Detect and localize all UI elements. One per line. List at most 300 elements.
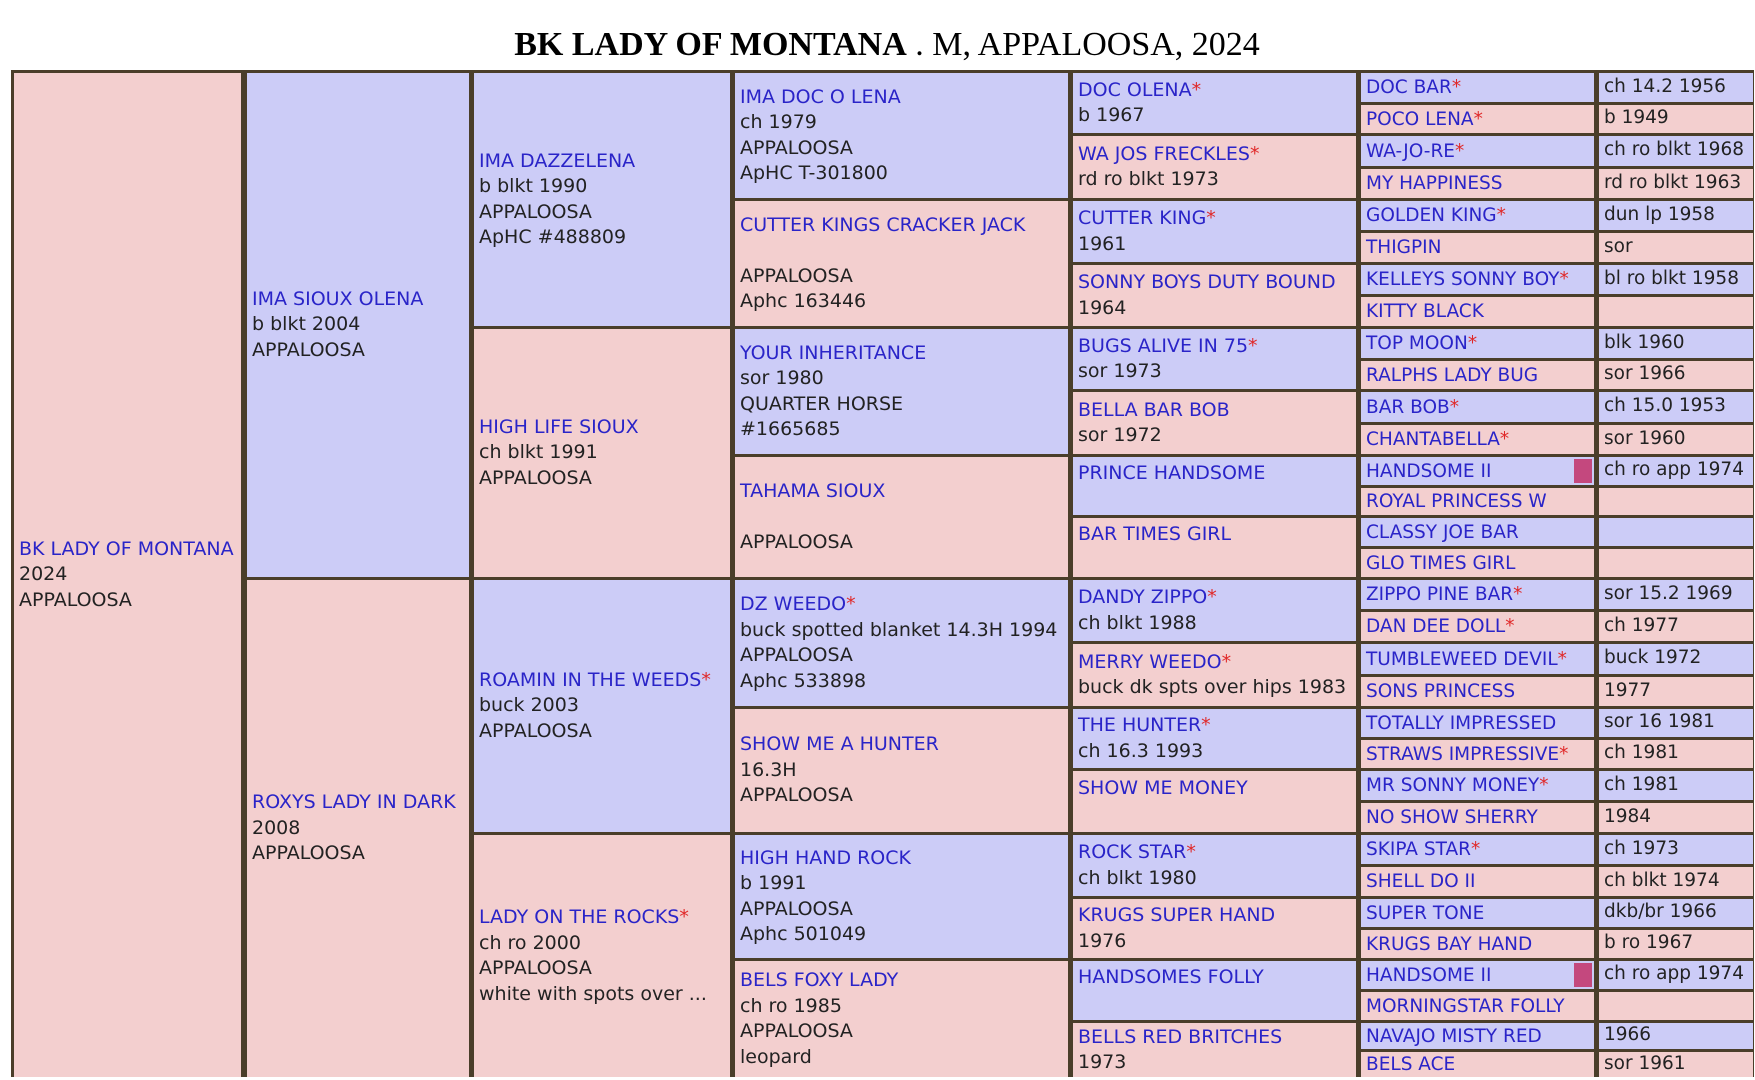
star-marker: *: [1505, 616, 1515, 637]
info-text: blk 1960: [1604, 331, 1685, 353]
horse-detail-line: b 1967: [1078, 104, 1145, 126]
horse-name-link[interactable]: DOC OLENA: [1078, 78, 1192, 101]
horse-name-link[interactable]: ZIPPO PINE BAR: [1366, 584, 1514, 605]
info-text: ch 1981: [1604, 773, 1679, 795]
horse-detail-line: ch ro 2000: [479, 931, 581, 954]
info-cell: [1599, 1023, 1753, 1049]
pedigree-cell: [1361, 392, 1594, 422]
horse-detail-line: Aphc 501049: [740, 923, 867, 945]
horse-name-row: [1366, 995, 1589, 1018]
horse-name-row: [1078, 776, 1351, 802]
horse-name-link[interactable]: POCO LENA: [1366, 108, 1474, 130]
horse-detail-line: ApHC T-301800: [740, 162, 888, 184]
horse-name-link[interactable]: GOLDEN KING: [1366, 205, 1497, 226]
horse-name-link[interactable]: IMA DAZZELENA: [479, 149, 636, 172]
info-text: ch 1981: [1604, 742, 1679, 764]
horse-name-row: [1078, 142, 1351, 168]
horse-name-link[interactable]: TAHAMA SIOUX: [740, 479, 886, 502]
horse-name-row: [1366, 396, 1589, 419]
horse-name-link[interactable]: SHELL DO II: [1366, 871, 1476, 892]
horse-name-row: [1366, 933, 1589, 956]
horse-name-row: [1366, 490, 1589, 513]
star-marker: *: [1248, 334, 1258, 357]
pedigree-cell: [1073, 73, 1356, 133]
horse-detail-line: ApHC #488809: [479, 226, 627, 248]
horse-name-row: [1366, 268, 1589, 291]
horse-name-link[interactable]: IMA SIOUX OLENA: [252, 287, 424, 310]
info-text: [1604, 550, 1748, 576]
info-cell: [1599, 580, 1753, 609]
info-text: [1604, 519, 1748, 545]
pedigree-cell: [1361, 992, 1594, 1020]
horse-name-link[interactable]: IMA DOC O LENA: [740, 85, 901, 108]
pedigree-cell: [1361, 644, 1594, 674]
info-text: rd ro blkt 1963: [1604, 171, 1742, 193]
horse-name-row: [1078, 334, 1351, 360]
pedigree-cell: [1361, 549, 1594, 577]
horse-name-link[interactable]: LADY ON THE ROCKS: [479, 906, 680, 928]
pedigree-cell: [1073, 961, 1356, 1020]
horse-name-link[interactable]: WA JOS FRECKLES: [1078, 142, 1250, 165]
star-marker: *: [1249, 142, 1260, 165]
horse-name-link[interactable]: MORNINGSTAR FOLLY: [1366, 995, 1565, 1017]
horse-detail-line: APPALOOSA: [740, 1020, 853, 1042]
pedigree-cell: [1361, 233, 1594, 262]
horse-name-link[interactable]: STRAWS IMPRESSIVE: [1366, 743, 1560, 765]
horse-name-row: [1366, 364, 1589, 387]
horse-name-row: [1366, 76, 1589, 99]
pedigree-cell: [474, 329, 730, 577]
horse-name-row: [740, 592, 1063, 618]
title-horse-name: BK LADY OF MONTANA: [514, 26, 907, 63]
horse-name-link[interactable]: SONS PRINCESS: [1366, 681, 1516, 702]
info-text: ch 1973: [1604, 837, 1679, 859]
horse-detail-line: [1078, 548, 1351, 574]
info-cell: [1599, 361, 1753, 389]
info-text: ch 14.2 1956: [1604, 75, 1726, 97]
horse-detail-line: ch blkt 1991: [479, 441, 598, 464]
horse-name-row: [1366, 1025, 1589, 1048]
horse-name-link[interactable]: CHANTABELLA: [1366, 429, 1500, 450]
horse-name-link[interactable]: DZ WEEDO: [740, 593, 847, 615]
pedigree-cell: [735, 709, 1068, 832]
pedigree-cell: [1073, 518, 1356, 577]
pedigree-cell: [247, 73, 469, 577]
horse-name-row: [1366, 870, 1589, 893]
horse-name-row: [1366, 964, 1589, 987]
pedigree-cell: [1073, 392, 1356, 454]
horse-name-link[interactable]: KRUGS SUPER HAND: [1078, 904, 1276, 926]
pedigree-cell: [1361, 803, 1594, 832]
horse-detail-line: APPALOOSA: [740, 264, 853, 287]
horse-name-row: [479, 415, 725, 441]
horse-name-row: [740, 968, 1063, 994]
star-marker: *: [1559, 743, 1569, 765]
horse-name-link[interactable]: BELLS RED BRITCHES: [1078, 1025, 1283, 1048]
horse-detail-line: [1078, 802, 1351, 828]
horse-detail-line: APPALOOSA: [740, 136, 853, 159]
pedigree-cell: [1361, 677, 1594, 706]
info-cell: [1599, 457, 1753, 485]
horse-name-link[interactable]: HIGH LIFE SIOUX: [479, 415, 639, 438]
horse-name-link[interactable]: TOP MOON: [1366, 333, 1468, 354]
horse-name-link[interactable]: BELS FOXY LADY: [740, 969, 899, 991]
pedigree-cell: [1361, 361, 1594, 389]
horse-detail-line: APPALOOSA: [252, 842, 365, 865]
pedigree-cell: [474, 835, 730, 1077]
info-cell: [1599, 992, 1753, 1020]
title-details: . M, APPALOOSA, 2024: [906, 26, 1260, 63]
horse-name-link[interactable]: CLASSY JOE BAR: [1366, 521, 1519, 543]
star-marker: *: [1467, 333, 1478, 354]
horse-name-row: [1078, 270, 1351, 296]
horse-detail-line: leopard: [740, 1045, 812, 1068]
horse-detail-line: sor 1980: [740, 367, 824, 389]
pedigree-cell: [1073, 899, 1356, 958]
horse-detail-line: 2024: [19, 563, 68, 586]
pedigree-cell: [1361, 488, 1594, 515]
star-marker: *: [1201, 714, 1211, 736]
horse-name-link[interactable]: BAR BOB: [1366, 396, 1450, 418]
info-cell: [1599, 930, 1753, 958]
horse-name-link[interactable]: CUTTER KING: [1078, 207, 1207, 229]
pedigree-cell: [1073, 136, 1356, 198]
pedigree-cell: [1073, 835, 1356, 896]
star-marker: *: [1449, 396, 1459, 418]
pedigree-cell: [735, 961, 1068, 1077]
pedigree-cell: [1073, 580, 1356, 641]
star-marker: *: [1451, 77, 1462, 98]
horse-detail-line: b 1991: [740, 872, 807, 894]
horse-name-link[interactable]: MY HAPPINESS: [1366, 173, 1503, 194]
horse-name-row: [1078, 398, 1351, 424]
horse-detail-line: ch 1979: [740, 111, 817, 133]
horse-name-link[interactable]: DAN DEE DOLL: [1366, 616, 1506, 637]
horse-name-link[interactable]: SKIPA STAR: [1366, 839, 1471, 860]
pedigree-cell: [1073, 1023, 1356, 1077]
pedigree-cell: [1073, 201, 1356, 262]
info-cell: [1599, 644, 1753, 674]
horse-detail-line: [740, 238, 1063, 264]
info-cell: [1599, 549, 1753, 577]
info-cell: [1599, 771, 1753, 800]
horse-detail-line: [1078, 486, 1351, 512]
info-cell: [1599, 803, 1753, 832]
pedigree-cell: [1361, 612, 1594, 641]
color-swatch-icon: [1574, 459, 1592, 483]
star-marker: *: [1186, 841, 1196, 863]
info-cell: [1599, 329, 1753, 358]
pedigree-cell: [735, 835, 1068, 958]
pedigree-cell: [735, 580, 1068, 706]
horse-detail-line: Aphc 533898: [740, 669, 867, 692]
info-text: sor 15.2 1969: [1604, 582, 1733, 604]
horse-name-link[interactable]: CUTTER KINGS CRACKER JACK: [740, 213, 1026, 236]
pedigree-cell: [1361, 835, 1594, 864]
info-cell: [1599, 899, 1753, 927]
pedigree-cell: [1361, 961, 1594, 989]
horse-name-row: [1366, 332, 1589, 355]
horse-detail-line: ch 16.3 1993: [1078, 739, 1204, 762]
info-text: bl ro blkt 1958: [1604, 267, 1739, 289]
horse-name-link[interactable]: HIGH HAND ROCK: [740, 846, 911, 869]
horse-name-link[interactable]: ROCK STAR: [1078, 841, 1187, 863]
info-cell: [1599, 1052, 1753, 1077]
horse-name-link[interactable]: YOUR INHERITANCE: [740, 341, 927, 364]
info-cell: [1599, 201, 1753, 230]
horse-name-link[interactable]: SONNY BOYS DUTY BOUND: [1078, 271, 1336, 293]
horse-name-row: [252, 287, 464, 313]
horse-name-row: [1078, 713, 1351, 739]
info-cell: [1599, 709, 1753, 737]
pedigree-cell: [1361, 740, 1594, 768]
pedigree-cell: [1361, 867, 1594, 896]
info-text: 1984: [1604, 805, 1652, 827]
star-marker: *: [1191, 78, 1202, 101]
pedigree-cell: [1073, 771, 1356, 832]
color-swatch-icon: [1574, 963, 1592, 987]
star-marker: *: [1470, 839, 1481, 860]
horse-name-link[interactable]: DOC BAR: [1366, 77, 1452, 98]
info-text: buck 1972: [1604, 647, 1702, 669]
horse-detail-line: 1973: [1078, 1051, 1127, 1073]
horse-name-row: [1366, 806, 1589, 829]
horse-name-row: [1366, 743, 1589, 766]
horse-name-row: [1366, 712, 1589, 735]
horse-name-link[interactable]: BELS ACE: [1366, 1054, 1456, 1075]
horse-name-row: [1078, 840, 1351, 866]
horse-name-row: [1366, 460, 1589, 483]
horse-detail-line: ch ro 1985: [740, 994, 842, 1017]
horse-name-row: [1078, 650, 1351, 676]
horse-detail-line: APPALOOSA: [740, 530, 853, 553]
horse-name-row: [1078, 78, 1351, 104]
info-text: sor: [1604, 235, 1633, 257]
horse-name-link[interactable]: MR SONNY MONEY: [1366, 775, 1540, 796]
pedigree-cell: [1073, 709, 1356, 768]
horse-name-row: [479, 905, 725, 931]
horse-name-row: [1366, 583, 1589, 606]
horse-detail-line: buck spotted blanket 14.3H 1994: [740, 618, 1058, 641]
star-marker: *: [1559, 269, 1569, 290]
horse-name-row: [1366, 300, 1589, 323]
star-marker: *: [1557, 648, 1567, 670]
pedigree-cell: [1361, 329, 1594, 358]
star-marker: *: [1496, 205, 1506, 226]
horse-name-row: [1078, 965, 1351, 991]
star-marker: *: [1513, 584, 1523, 605]
horse-name-row: [1366, 838, 1589, 861]
horse-name-link[interactable]: BELLA BAR BOB: [1078, 398, 1230, 421]
horse-name-row: [1366, 680, 1589, 703]
horse-name-row: [1366, 1053, 1589, 1076]
horse-name-row: [479, 668, 725, 694]
horse-name-link[interactable]: HANDSOMES FOLLY: [1078, 966, 1264, 988]
pedigree-cell: [1361, 899, 1594, 927]
horse-name-link[interactable]: THIGPIN: [1366, 237, 1442, 258]
star-marker: *: [1207, 586, 1217, 608]
horse-name-row: [1366, 774, 1589, 797]
horse-name-link[interactable]: KITTY BLACK: [1366, 301, 1484, 322]
horse-detail-line: 1964: [1078, 296, 1127, 319]
info-text: ch ro app 1974: [1604, 963, 1744, 985]
pedigree-cell: [1361, 201, 1594, 230]
pedigree-cell: [1361, 297, 1594, 326]
pedigree-cell: [1073, 265, 1356, 326]
horse-name-link[interactable]: KRUGS BAY HAND: [1366, 933, 1533, 955]
horse-name-link[interactable]: BK LADY OF MONTANA: [19, 537, 234, 560]
star-marker: *: [1455, 140, 1465, 162]
star-marker: *: [679, 906, 689, 928]
info-text: dkb/br 1966: [1604, 901, 1717, 923]
pedigree-cell: [1361, 580, 1594, 609]
horse-name-row: [19, 537, 236, 563]
star-marker: *: [1539, 775, 1549, 796]
horse-detail-line: APPALOOSA: [19, 588, 132, 611]
horse-name-row: [1078, 522, 1351, 548]
info-cell: [1599, 297, 1753, 326]
star-marker: *: [1221, 650, 1232, 673]
pedigree-cell: [1361, 518, 1594, 546]
horse-name-link[interactable]: DANDY ZIPPO: [1078, 586, 1208, 608]
horse-name-link[interactable]: HANDSOME II: [1366, 460, 1492, 482]
horse-detail-line: #1665685: [740, 418, 841, 440]
pedigree-cell: [1361, 709, 1594, 737]
pedigree-cell: [1361, 105, 1594, 133]
horse-name-link[interactable]: MERRY WEEDO: [1078, 650, 1222, 673]
horse-detail-line: sor 1973: [1078, 360, 1162, 382]
horse-name-link[interactable]: TUMBLEWEED DEVIL: [1366, 648, 1558, 670]
horse-name-link[interactable]: BUGS ALIVE IN 75: [1078, 334, 1249, 357]
horse-detail-line: 1961: [1078, 232, 1127, 255]
info-cell: [1599, 835, 1753, 864]
horse-detail-line: APPALOOSA: [479, 719, 592, 742]
info-text: sor 1961: [1604, 1052, 1686, 1074]
horse-detail-line: APPALOOSA: [479, 466, 592, 489]
horse-name-link[interactable]: GLO TIMES GIRL: [1366, 552, 1516, 574]
star-marker: *: [1499, 429, 1510, 450]
info-cell: [1599, 425, 1753, 454]
horse-detail-line: Aphc 163446: [740, 290, 867, 312]
star-marker: *: [1473, 108, 1483, 130]
pedigree-cell: [1361, 265, 1594, 294]
horse-detail-line: 2008: [252, 816, 301, 839]
info-text: ch ro blkt 1968: [1604, 139, 1744, 161]
pedigree-cell: [1361, 73, 1594, 102]
info-cell: [1599, 740, 1753, 768]
horse-name-link[interactable]: ROAMIN IN THE WEEDS: [479, 668, 702, 691]
info-cell: [1599, 105, 1753, 133]
horse-name-row: [1366, 172, 1589, 195]
horse-detail-line: white with spots over ...: [479, 982, 707, 1005]
horse-name-row: [252, 790, 464, 816]
horse-detail-line: buck 2003: [479, 694, 579, 717]
pedigree-cell: [735, 329, 1068, 454]
pedigree-cell: [1073, 644, 1356, 706]
horse-name-link[interactable]: RALPHS LADY BUG: [1366, 364, 1539, 386]
info-text: sor 1966: [1604, 363, 1686, 385]
horse-name-link[interactable]: KELLEYS SONNY BOY: [1366, 269, 1560, 290]
pedigree-cell: [474, 580, 730, 832]
pedigree-cell: [1361, 771, 1594, 800]
horse-name-link[interactable]: NO SHOW SHERRY: [1366, 807, 1538, 828]
horse-name-row: [1366, 236, 1589, 259]
pedigree-cell: [1361, 136, 1594, 166]
horse-detail-line: APPALOOSA: [479, 200, 592, 223]
info-cell: [1599, 518, 1753, 546]
pedigree-cell: [247, 580, 469, 1077]
horse-name-link[interactable]: TOTALLY IMPRESSED: [1366, 712, 1557, 734]
info-text: sor 16 1981: [1604, 711, 1715, 733]
horse-name-link[interactable]: BAR TIMES GIRL: [1078, 523, 1232, 545]
info-cell: [1599, 612, 1753, 641]
info-text: 1966: [1604, 1024, 1652, 1046]
horse-detail-line: APPALOOSA: [479, 957, 592, 979]
info-cell: [1599, 73, 1753, 102]
horse-name-link[interactable]: THE HUNTER: [1078, 714, 1202, 736]
horse-name-link[interactable]: SUPER TONE: [1366, 902, 1485, 924]
horse-name-row: [1078, 903, 1351, 929]
horse-detail-line: APPALOOSA: [740, 784, 853, 807]
horse-name-row: [1078, 461, 1351, 487]
star-marker: *: [701, 668, 711, 691]
pedigree-cell: [1361, 425, 1594, 454]
horse-name-row: [1366, 615, 1589, 638]
info-text: ch ro app 1974: [1604, 459, 1744, 481]
horse-name-row: [740, 85, 1063, 111]
pedigree-cell: [1073, 457, 1356, 515]
horse-name-link[interactable]: HANDSOME II: [1366, 964, 1492, 986]
horse-detail-line: b blkt 1990: [479, 175, 588, 197]
horse-name-row: [1078, 585, 1351, 611]
horse-name-row: [1366, 140, 1589, 163]
pedigree-cell: [14, 73, 241, 1077]
horse-name-link[interactable]: ROXYS LADY IN DARK: [252, 791, 456, 814]
info-cell: [1599, 961, 1753, 989]
info-text: b ro 1967: [1604, 932, 1694, 954]
horse-name-row: [1078, 206, 1351, 232]
horse-name-link[interactable]: SHOW ME MONEY: [1078, 777, 1248, 799]
info-cell: [1599, 265, 1753, 294]
pedigree-cell: [1361, 457, 1594, 485]
horse-detail-line: APPALOOSA: [740, 644, 853, 666]
horse-name-row: [1366, 204, 1589, 227]
horse-name-link[interactable]: WA-JO-RE: [1366, 140, 1455, 162]
horse-name-link[interactable]: NAVAJO MISTY RED: [1366, 1025, 1542, 1047]
info-text: dun lp 1958: [1604, 203, 1715, 225]
horse-detail-line: APPALOOSA: [252, 338, 365, 361]
horse-detail-line: APPALOOSA: [740, 897, 853, 920]
horse-name-row: [1366, 552, 1589, 575]
pedigree-cell: [474, 73, 730, 326]
info-text: ch blkt 1974: [1604, 869, 1720, 891]
horse-name-link[interactable]: ROYAL PRINCESS W: [1366, 491, 1547, 512]
horse-name-link[interactable]: PRINCE HANDSOME: [1078, 461, 1266, 484]
info-cell: [1599, 488, 1753, 515]
info-text: [1604, 993, 1748, 1019]
info-cell: [1599, 169, 1753, 198]
pedigree-cell: [735, 201, 1068, 326]
info-text: ch 15.0 1953: [1604, 395, 1726, 417]
horse-name-link[interactable]: SHOW ME A HUNTER: [740, 733, 939, 756]
horse-name-row: [740, 213, 1063, 239]
horse-detail-line: [740, 504, 1063, 530]
horse-name-row: [1366, 428, 1589, 451]
info-cell: [1599, 233, 1753, 262]
page-title: [0, 26, 1755, 64]
pedigree-chart: [11, 70, 1754, 1077]
horse-name-row: [1078, 1025, 1351, 1051]
